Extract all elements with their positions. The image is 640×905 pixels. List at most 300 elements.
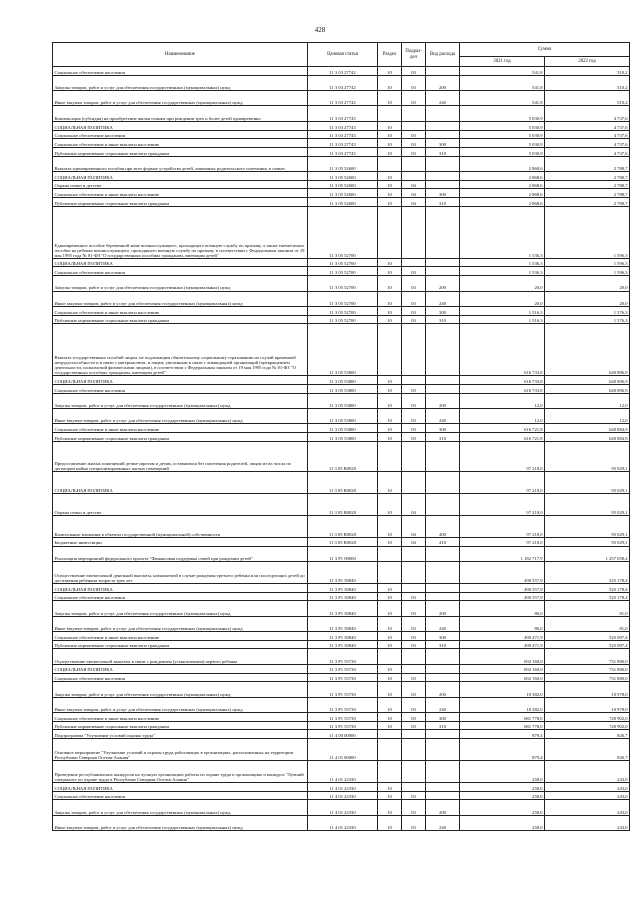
row-amount-2021: 1 536,3 [460, 258, 545, 267]
row-section [378, 156, 402, 171]
row-amount-2022: 510,2 [545, 67, 630, 76]
row-amount-2021: 10 382,0 [460, 697, 545, 712]
row-name: СОЦИАЛЬНАЯ ПОЛИТИКА [53, 121, 308, 130]
table-row [53, 267, 630, 276]
row-section: 10 [378, 583, 402, 592]
row-name: Социальное обеспечение населения [53, 592, 308, 601]
row-amount-2022: 95 029,1 [545, 441, 630, 471]
table-row [53, 546, 630, 561]
row-section: 10 [378, 315, 402, 324]
row-expense-type [426, 106, 460, 121]
row-expense-type: 240 [426, 409, 460, 424]
row-amount-2022: 525 178,4 [545, 592, 630, 601]
table-row [53, 673, 630, 682]
row-section: 10 [378, 393, 402, 408]
row-subsection [402, 156, 426, 171]
row-expense-type [426, 267, 460, 276]
row-section: 10 [378, 409, 402, 424]
table-row [53, 800, 630, 815]
row-expense-type [426, 493, 460, 515]
row-amount-2022: 640 884,9 [545, 424, 630, 433]
row-target-code: 11 3 P1 55730 [308, 721, 378, 730]
table-row [53, 649, 630, 664]
row-target-code: 11 3 P1 50840 [308, 601, 378, 616]
row-name: СОЦИАЛЬНАЯ ПОЛИТИКА [53, 664, 308, 673]
row-amount-2022: 12,0 [545, 393, 630, 408]
table-row [53, 91, 630, 106]
row-expense-type [426, 376, 460, 385]
row-name: Иные закупки товаров, работ и услуг для обеспечения государственных (муниципальных) нужд [53, 616, 308, 631]
row-amount-2021: 5 030,9 [460, 106, 545, 121]
row-section: 10 [378, 267, 402, 276]
row-amount-2022: 12,0 [545, 409, 630, 424]
row-name: Социальное обеспечение и иные выплаты населению [53, 139, 308, 148]
row-amount-2021: 258,0 [460, 815, 545, 830]
row-amount-2021: 10 382,0 [460, 682, 545, 697]
row-expense-type [426, 258, 460, 267]
table-row [53, 471, 630, 493]
table-row [53, 664, 630, 673]
table-row [53, 130, 630, 139]
table-row [53, 206, 630, 258]
row-subsection: 04 [402, 180, 426, 189]
row-expense-type [426, 546, 460, 561]
row-subsection: 03 [402, 424, 426, 433]
row-target-code: 11 3 05 52700 [308, 276, 378, 291]
table-row [53, 739, 630, 761]
row-expense-type [426, 471, 460, 493]
row-subsection [402, 664, 426, 673]
row-target-code: 11 3 P1 50840 [308, 640, 378, 649]
row-amount-2022: 525 178,4 [545, 561, 630, 583]
header-year-2021: 2021 год [460, 57, 545, 67]
table-row [53, 384, 630, 393]
row-name: Социальное обеспечение населения [53, 384, 308, 393]
row-expense-type [426, 67, 460, 76]
row-section: 10 [378, 592, 402, 601]
row-target-code: 11 3 03 27743 [308, 139, 378, 148]
row-amount-2021: 490 557,9 [460, 583, 545, 592]
row-section: 10 [378, 664, 402, 673]
row-amount-2021: 1 516,3 [460, 315, 545, 324]
table-row [53, 561, 630, 583]
row-amount-2022: 243,0 [545, 815, 630, 830]
row-amount-2021: 2 868,6 [460, 189, 545, 198]
row-expense-type [426, 130, 460, 139]
row-subsection: 03 [402, 697, 426, 712]
row-amount-2021: 490 557,9 [460, 561, 545, 583]
row-section [378, 561, 402, 583]
row-expense-type [426, 441, 460, 471]
row-section: 10 [378, 493, 402, 515]
row-subsection: 03 [402, 712, 426, 721]
row-section: 10 [378, 632, 402, 641]
row-name: Осуществление ежемесячной денежной выплаты, назначаемой в случае рождения третьего ребенка или последующих детей до достижения ребенком возраста трех лет [53, 561, 308, 583]
row-target-code: 11 3 05 52700 [308, 267, 378, 276]
row-expense-type [426, 583, 460, 592]
row-subsection [402, 730, 426, 739]
row-name: Подпрограмма "Улучшение условий охраны труда" [53, 730, 308, 739]
row-section: 10 [378, 721, 402, 730]
row-expense-type: 240 [426, 91, 460, 106]
row-subsection [402, 324, 426, 376]
row-expense-type: 310 [426, 640, 460, 649]
table-row [53, 721, 630, 730]
row-section [378, 206, 402, 258]
row-section: 10 [378, 682, 402, 697]
row-expense-type: 310 [426, 147, 460, 156]
row-section: 10 [378, 471, 402, 493]
row-amount-2022: 20,0 [545, 276, 630, 291]
row-amount-2021: 5 030,9 [460, 130, 545, 139]
row-subsection: 03 [402, 721, 426, 730]
row-name: Закупка товаров, работ и услуг для обеспечения государственных (муниципальных) нужд [53, 75, 308, 90]
row-section [378, 441, 402, 471]
row-target-code: 11 3 05 R0820 [308, 441, 378, 471]
table-row [53, 315, 630, 324]
row-expense-type: 200 [426, 800, 460, 815]
row-name: Социальное обеспечение и иные выплаты населению [53, 632, 308, 641]
row-subsection: 04 [402, 515, 426, 537]
row-subsection: 03 [402, 91, 426, 106]
header-expense-type: Вид расхода [426, 43, 460, 67]
row-amount-2022: 243,0 [545, 761, 630, 783]
row-subsection [402, 739, 426, 761]
row-section [378, 106, 402, 121]
row-section: 10 [378, 276, 402, 291]
row-amount-2022: 720 902,0 [545, 712, 630, 721]
row-amount-2021: 5 030,9 [460, 121, 545, 130]
row-amount-2021: 1 182 717,9 [460, 546, 545, 561]
row-subsection [402, 121, 426, 130]
row-section: 10 [378, 384, 402, 393]
row-target-code: 11 3 05 53800 [308, 324, 378, 376]
row-section: 10 [378, 376, 402, 385]
row-name: СОЦИАЛЬНАЯ ПОЛИТИКА [53, 583, 308, 592]
row-target-code: 11 4 01 22330 [308, 791, 378, 800]
row-subsection: 03 [402, 67, 426, 76]
row-name: Социальное обеспечение и иные выплаты населению [53, 712, 308, 721]
row-name: Иные закупки товаров, работ и услуг для обеспечения государственных (муниципальных) нужд [53, 291, 308, 306]
row-amount-2021: 5 030,9 [460, 139, 545, 148]
header-year-2022: 2022 год [545, 57, 630, 67]
row-expense-type: 300 [426, 712, 460, 721]
row-amount-2021: 541,8 [460, 75, 545, 90]
row-target-code: 11 3 03 27743 [308, 106, 378, 121]
row-amount-2021: 1 536,3 [460, 267, 545, 276]
row-section [378, 546, 402, 561]
row-subsection [402, 106, 426, 121]
row-amount-2021: 20,0 [460, 276, 545, 291]
row-amount-2021: 97 218,0 [460, 537, 545, 546]
row-target-code: 11 3 05 53800 [308, 384, 378, 393]
row-section: 10 [378, 424, 402, 433]
row-subsection [402, 206, 426, 258]
row-amount-2022: 640 896,9 [545, 384, 630, 393]
row-expense-type: 310 [426, 198, 460, 207]
row-amount-2021: 692 160,0 [460, 664, 545, 673]
row-expense-type: 200 [426, 75, 460, 90]
row-amount-2021: 86,0 [460, 601, 545, 616]
table-row [53, 712, 630, 721]
row-amount-2021: 879,4 [460, 739, 545, 761]
row-subsection: 03 [402, 276, 426, 291]
row-expense-type [426, 561, 460, 583]
row-name: Бюджетные инвестиции [53, 537, 308, 546]
row-amount-2022: 95 029,1 [545, 515, 630, 537]
table-row [53, 537, 630, 546]
row-name: Социальное обеспечение и иные выплаты населению [53, 306, 308, 315]
row-name: Проведение республиканских конкурсов на лучшую организацию работы по охране труда в организациях и конкурса "Лучший специалист по охране труда в Республике Северная Осетия-Алания" [53, 761, 308, 783]
table-row [53, 761, 630, 783]
row-subsection: 03 [402, 601, 426, 616]
row-subsection: 03 [402, 673, 426, 682]
row-section: 10 [378, 172, 402, 181]
row-amount-2022: 95 029,1 [545, 493, 630, 515]
row-expense-type [426, 206, 460, 258]
table-row [53, 697, 630, 712]
row-expense-type [426, 783, 460, 792]
row-amount-2021: 20,0 [460, 291, 545, 306]
row-section: 10 [378, 291, 402, 306]
row-name: Публичные нормативные социальные выплаты гражданам [53, 721, 308, 730]
table-row [53, 139, 630, 148]
row-amount-2022: 2 788,7 [545, 156, 630, 171]
row-name: Социальное обеспечение населения [53, 67, 308, 76]
row-section: 10 [378, 783, 402, 792]
row-target-code: 11 3 P1 00000 [308, 546, 378, 561]
row-name: СОЦИАЛЬНАЯ ПОЛИТИКА [53, 783, 308, 792]
row-expense-type [426, 664, 460, 673]
row-target-code: 11 3 05 52700 [308, 258, 378, 267]
row-expense-type: 310 [426, 721, 460, 730]
row-section [378, 739, 402, 761]
row-subsection [402, 561, 426, 583]
row-amount-2022: 525 178,4 [545, 583, 630, 592]
row-section [378, 730, 402, 739]
row-amount-2022: 1 257 058,4 [545, 546, 630, 561]
row-subsection [402, 258, 426, 267]
row-amount-2022: 640 884,9 [545, 433, 630, 442]
row-target-code: 11 3 P1 50840 [308, 583, 378, 592]
row-section [378, 649, 402, 664]
row-expense-type: 200 [426, 276, 460, 291]
budget-table [52, 42, 630, 831]
row-expense-type: 300 [426, 306, 460, 315]
row-name: Иные закупки товаров, работ и услуг для обеспечения государственных (муниципальных) нужд [53, 409, 308, 424]
row-subsection: 03 [402, 409, 426, 424]
row-section: 10 [378, 640, 402, 649]
row-subsection: 03 [402, 130, 426, 139]
row-amount-2021: 616 721,8 [460, 424, 545, 433]
header-section: Раздел [378, 43, 402, 67]
row-amount-2021: 541,8 [460, 91, 545, 106]
row-name: Социальное обеспечение и иные выплаты населению [53, 189, 308, 198]
row-amount-2022: 2 788,7 [545, 189, 630, 198]
row-expense-type [426, 761, 460, 783]
row-target-code: 11 3 05 R0820 [308, 471, 378, 493]
row-section: 10 [378, 800, 402, 815]
table-row [53, 409, 630, 424]
row-target-code: 11 3 P1 50840 [308, 632, 378, 641]
row-target-code: 11 3 03 27743 [308, 121, 378, 130]
row-subsection [402, 471, 426, 493]
row-name: Предоставление жилых помещений детям-сиротам и детям, оставшимся без попечения родителей, лицам из их числа по договорам найма специализированных жилых помещений [53, 441, 308, 471]
row-amount-2021: 5 030,9 [460, 147, 545, 156]
row-subsection: 03 [402, 616, 426, 631]
row-amount-2022: 510,2 [545, 91, 630, 106]
row-amount-2021: 97 218,0 [460, 471, 545, 493]
row-name: Публичные нормативные социальные выплаты гражданам [53, 640, 308, 649]
table-row [53, 291, 630, 306]
row-name: Закупка товаров, работ и услуг для обеспечения государственных (муниципальных) нужд [53, 800, 308, 815]
row-name: Закупка товаров, работ и услуг для обеспечения государственных (муниципальных) нужд [53, 682, 308, 697]
table-row [53, 147, 630, 156]
row-amount-2022: 525 097,4 [545, 640, 630, 649]
row-subsection: 03 [402, 791, 426, 800]
row-expense-type: 240 [426, 697, 460, 712]
row-target-code: 11 3 03 27743 [308, 130, 378, 139]
row-expense-type: 410 [426, 537, 460, 546]
row-amount-2022: 243,0 [545, 800, 630, 815]
row-amount-2022: 1 596,3 [545, 206, 630, 258]
row-expense-type: 300 [426, 189, 460, 198]
header-code: Целевая статья [308, 43, 378, 67]
table-row [53, 730, 630, 739]
row-name: Публичные нормативные социальные выплаты гражданам [53, 198, 308, 207]
row-name: Иные закупки товаров, работ и услуг для обеспечения государственных (муниципальных) нужд [53, 91, 308, 106]
row-amount-2021: 692 160,0 [460, 673, 545, 682]
row-amount-2022: 81,0 [545, 601, 630, 616]
row-amount-2022: 1 576,3 [545, 315, 630, 324]
row-amount-2021: 541,8 [460, 67, 545, 76]
row-section: 10 [378, 75, 402, 90]
page-number: 428 [314, 26, 326, 34]
row-amount-2021: 258,0 [460, 761, 545, 783]
row-target-code: 11 3 05 52600 [308, 156, 378, 171]
row-section: 10 [378, 791, 402, 800]
row-target-code: 11 4 01 22330 [308, 815, 378, 830]
row-target-code: 11 3 P1 50840 [308, 592, 378, 601]
row-amount-2022: 4 737,6 [545, 121, 630, 130]
row-target-code: 11 3 03 27743 [308, 147, 378, 156]
row-name: Публичные нормативные социальные выплаты гражданам [53, 147, 308, 156]
table-row [53, 592, 630, 601]
row-target-code: 11 4 01 00000 [308, 739, 378, 761]
row-name: Социальное обеспечение населения [53, 673, 308, 682]
table-row [53, 640, 630, 649]
row-subsection [402, 783, 426, 792]
row-name: СОЦИАЛЬНАЯ ПОЛИТИКА [53, 471, 308, 493]
row-amount-2022: 95 029,1 [545, 471, 630, 493]
row-name: СОЦИАЛЬНАЯ ПОЛИТИКА [53, 376, 308, 385]
row-subsection [402, 761, 426, 783]
row-expense-type: 200 [426, 682, 460, 697]
row-subsection: 03 [402, 393, 426, 408]
row-target-code: 11 3 P1 55730 [308, 682, 378, 697]
row-amount-2021: 2 868,6 [460, 156, 545, 171]
row-amount-2021: 490 557,9 [460, 592, 545, 601]
row-section: 10 [378, 616, 402, 631]
table-row [53, 258, 630, 267]
row-name: Социальное обеспечение населения [53, 267, 308, 276]
row-subsection [402, 583, 426, 592]
row-section: 10 [378, 139, 402, 148]
row-target-code: 11 3 03 27742 [308, 91, 378, 106]
row-amount-2022: 2 788,7 [545, 198, 630, 207]
row-expense-type: 240 [426, 815, 460, 830]
row-amount-2022: 525 097,4 [545, 632, 630, 641]
row-name: СОЦИАЛЬНАЯ ПОЛИТИКА [53, 258, 308, 267]
row-expense-type [426, 156, 460, 171]
row-name: Осуществление ежемесячной выплаты в связи с рождением (усыновлением) первого ребенка [53, 649, 308, 664]
row-expense-type [426, 739, 460, 761]
row-target-code: 11 3 P1 55730 [308, 649, 378, 664]
row-target-code: 11 3 05 R0820 [308, 515, 378, 537]
table-row [53, 121, 630, 130]
row-subsection: 03 [402, 682, 426, 697]
row-section: 10 [378, 673, 402, 682]
row-amount-2022: 731 880,0 [545, 664, 630, 673]
row-amount-2021: 258,0 [460, 800, 545, 815]
row-target-code: 11 3 05 52700 [308, 306, 378, 315]
row-subsection: 03 [402, 139, 426, 148]
row-amount-2021: 681 778,0 [460, 721, 545, 730]
table-row [53, 433, 630, 442]
row-amount-2021: 97 218,0 [460, 441, 545, 471]
row-subsection: 03 [402, 267, 426, 276]
table-row [53, 75, 630, 90]
table-row [53, 172, 630, 181]
row-name: Социальное обеспечение и иные выплаты населению [53, 424, 308, 433]
row-section: 10 [378, 306, 402, 315]
table-row [53, 441, 630, 471]
row-amount-2022: 640 896,9 [545, 376, 630, 385]
row-section: 10 [378, 697, 402, 712]
row-amount-2022: 4 737,6 [545, 139, 630, 148]
row-target-code: 11 4 00 00000 [308, 730, 378, 739]
row-expense-type [426, 384, 460, 393]
table-row [53, 156, 630, 171]
row-amount-2021: 86,0 [460, 616, 545, 631]
row-subsection: 03 [402, 306, 426, 315]
header-name: Наименование [53, 43, 308, 67]
row-name: Закупка товаров, работ и услуг для обеспечения государственных (муниципальных) нужд [53, 601, 308, 616]
row-expense-type [426, 673, 460, 682]
row-section: 10 [378, 515, 402, 537]
row-amount-2021: 616 721,8 [460, 433, 545, 442]
table-row [53, 682, 630, 697]
row-target-code: 11 3 05 52600 [308, 180, 378, 189]
row-amount-2021: 2 868,6 [460, 198, 545, 207]
row-amount-2022: 720 902,0 [545, 721, 630, 730]
row-section: 10 [378, 67, 402, 76]
table-row [53, 376, 630, 385]
row-name: Единовременное пособие беременной жене военнослужащего, проходящего военную службу по призыву, а также ежемесячное пособие на ребенка военнослужащего, проходящего военную службу по призыву, в соответствии с Федеральным законом от 19 мая 1995 года № 81-ФЗ "О государственных пособиях гражданам, имеющим детей" [53, 206, 308, 258]
row-expense-type [426, 791, 460, 800]
row-name: Охрана семьи и детства [53, 180, 308, 189]
header-amount: Сумма [460, 43, 630, 57]
row-amount-2022: 826,7 [545, 730, 630, 739]
row-amount-2021: 1 516,3 [460, 306, 545, 315]
row-section: 10 [378, 180, 402, 189]
row-subsection [402, 172, 426, 181]
row-amount-2021: 1 536,3 [460, 206, 545, 258]
row-amount-2022: 4 737,6 [545, 130, 630, 139]
row-name: Публичные нормативные социальные выплаты гражданам [53, 433, 308, 442]
row-subsection [402, 546, 426, 561]
row-amount-2022: 2 788,7 [545, 172, 630, 181]
